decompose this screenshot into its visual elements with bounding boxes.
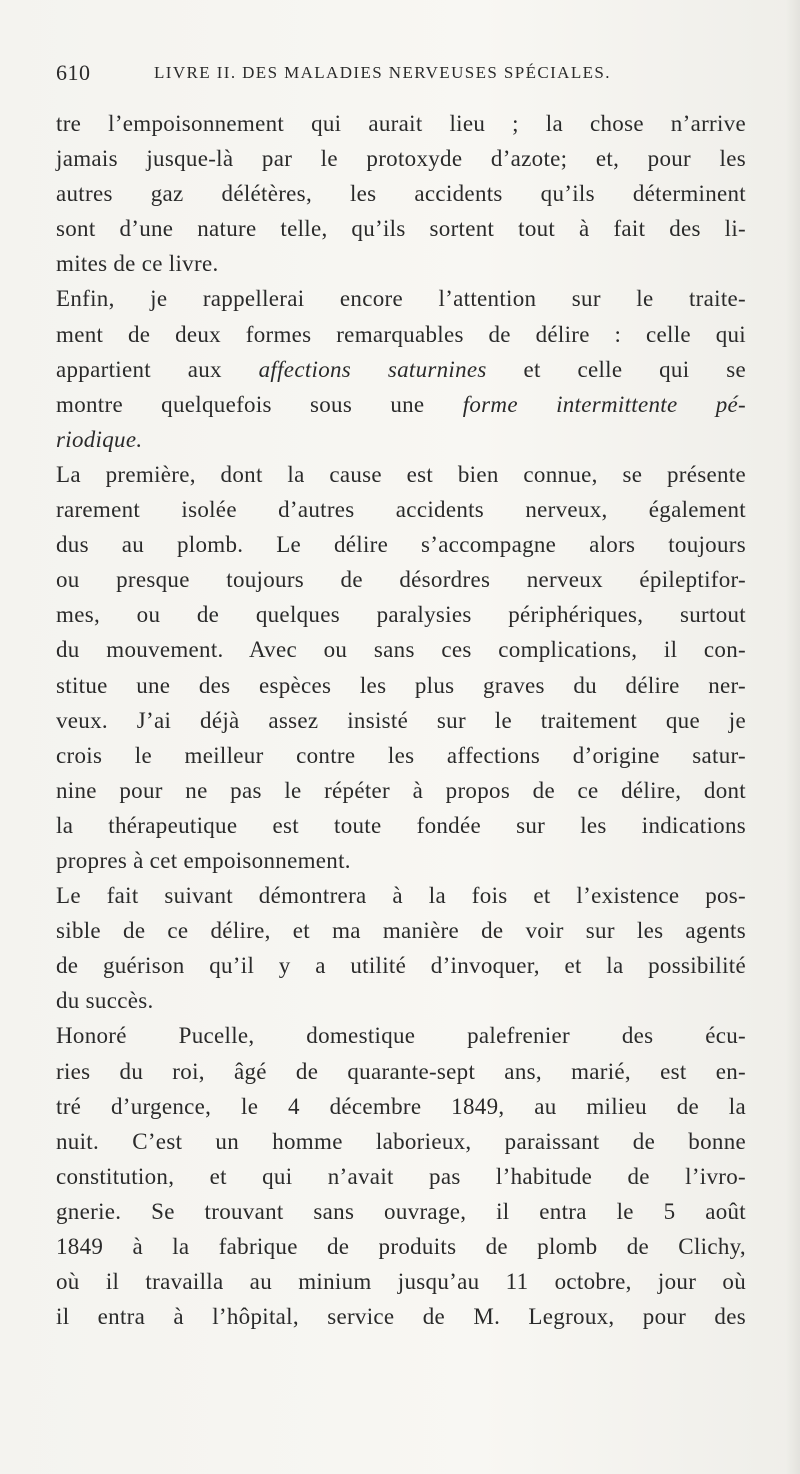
italic-term: forme intermittente pé- (462, 391, 746, 417)
page-number: 610 (56, 60, 91, 85)
text-line: ment de deux formes remarquables de délire : celle qui (56, 321, 746, 347)
text-line: gnerie. Se trouvant sans ouvrage, il entra le 5 août (56, 1198, 746, 1224)
text-line: Enfin, je rappellerai encore l’attention sur le traite- (56, 286, 746, 312)
text-line: dus au plomb. Le délire s’accompagne alors toujours (56, 532, 746, 558)
text-line: où il travailla au minium jusqu’au 11 octobre, jour où (56, 1269, 746, 1295)
text-line: mites de ce livre. (56, 251, 219, 277)
running-title: LIVRE II. DES MALADIES NERVEUSES SPÉCIALES. (154, 63, 611, 82)
text-line: sible de ce délire, et ma manière de voir sur les agents (56, 918, 746, 944)
text-line: ou presque toujours de désordres nerveux épileptifor- (56, 567, 746, 593)
text-line: stitue une des espèces les plus graves du délire ner- (56, 672, 746, 698)
text-line: tre l’empoisonnement qui aurait lieu ; la chose n’arrive (56, 111, 746, 136)
text-line: du succès. (56, 988, 154, 1014)
text-line: La première, dont la cause est bien connue, se présente (56, 461, 746, 487)
text-line: montre quelquefois sous une forme intermittente pé- (56, 391, 746, 417)
text-line: Le fait suivant démontrera à la fois et l’existence pos- (56, 883, 746, 909)
text-line: il entra à l’hôpital, service de M. Legroux, pour des (56, 1304, 746, 1330)
text-line: veux. J’ai déjà assez insisté sur le traitement que je (56, 707, 746, 733)
italic-term: affections saturnines (258, 356, 487, 382)
text-line: constitution, et qui n’avait pas l’habitude de l’ivro- (56, 1163, 746, 1189)
text-line: crois le meilleur contre les affections d’origine satur- (56, 742, 746, 768)
text-line: de guérison qu’il y a utilité d’invoquer, et la possibilité (56, 953, 746, 979)
italic-term: riodique. (56, 426, 143, 452)
running-head (56, 60, 746, 90)
text-line: la thérapeutique est toute fondée sur les indications (56, 812, 746, 838)
body-text (56, 106, 746, 1334)
text-line: sont d’une nature telle, qu’ils sortent tout à fait des li- (56, 216, 746, 242)
text-line: mes, ou de quelques paralysies périphériques, surtout (56, 602, 746, 628)
text-line: tré d’urgence, le 4 décembre 1849, au milieu de la (56, 1093, 746, 1119)
text-line: appartient aux affections saturnines et celle qui se (56, 356, 746, 382)
text-line: propres à cet empoisonnement. (56, 847, 351, 873)
text-line: 1849 à la fabrique de produits de plomb de Clichy, (56, 1234, 746, 1259)
text-line: rarement isolée d’autres accidents nerveux, également (56, 497, 746, 523)
text-line: autres gaz délétères, les accidents qu’ils déterminent (56, 181, 746, 207)
text-line: ries du roi, âgé de quarante-sept ans, marié, est en- (56, 1058, 746, 1084)
text-line: du mouvement. Avec ou sans ces complications, il con- (56, 637, 746, 663)
text-line: nine pour ne pas le répéter à propos de ce délire, dont (56, 777, 746, 803)
text-line (56, 422, 746, 457)
text-line: nuit. C’est un homme laborieux, paraissant de bonne (56, 1128, 746, 1154)
page-edge-shadow (786, 0, 800, 1474)
text-line: jamais jusque-là par le protoxyde d’azote; et, pour les (56, 146, 746, 172)
text-line: Honoré Pucelle, domestique palefrenier des écu- (56, 1023, 746, 1049)
